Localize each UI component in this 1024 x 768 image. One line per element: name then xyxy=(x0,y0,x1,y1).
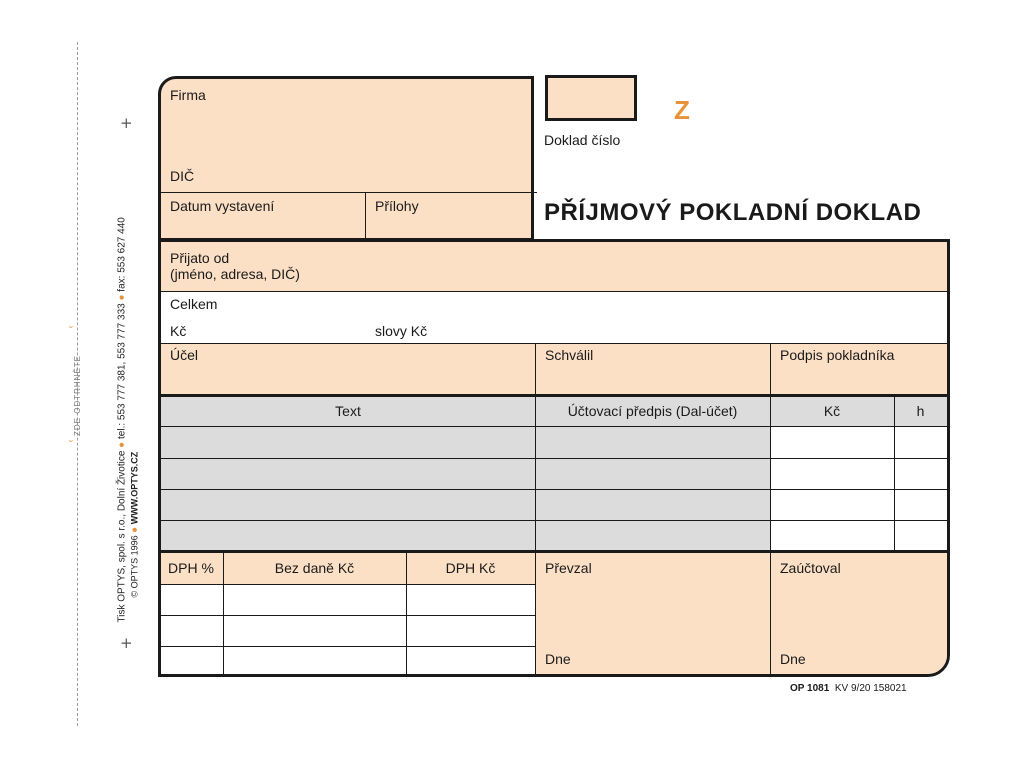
cut-guide-label: ZDE ODTRHNĚTE xyxy=(72,354,82,436)
dne-label: Dne xyxy=(780,651,806,667)
prilohy-label: Přílohy xyxy=(375,198,419,214)
main-form xyxy=(158,239,950,677)
firma-label: Firma xyxy=(170,87,206,103)
col-header-h: h xyxy=(916,403,925,419)
vat-col-dph-kc: DPH Kč xyxy=(445,560,496,576)
kc-label: Kč xyxy=(170,323,187,339)
dne-label: Dne xyxy=(545,651,571,667)
doc-number-label: Doklad číslo xyxy=(544,132,621,148)
company-block xyxy=(158,76,534,241)
printer-info: Tisk OPTYS, spol. s r.o., Dolní Životice ● tel.: 553 777 381, 553 777 333 ● fax: 553 627 440 xyxy=(116,217,128,623)
datum-label: Datum vystavení xyxy=(170,198,275,214)
arrow-icon: › xyxy=(66,439,77,443)
series-letter: Z xyxy=(674,95,690,125)
col-header-predpis: Účtovací předpis (Dal-účet) xyxy=(567,403,738,419)
dic-label: DIČ xyxy=(170,168,195,184)
vat-col-dph-pct: DPH % xyxy=(168,560,214,576)
prijato-sublabel: (jméno, adresa, DIČ) xyxy=(170,266,300,282)
prevzal-label: Převzal xyxy=(545,560,592,576)
document-title: PŘÍJMOVÝ POKLADNÍ DOKLAD xyxy=(544,199,922,226)
vat-col-bez-dane: Bez daně Kč xyxy=(274,560,355,576)
col-header-text: Text xyxy=(335,403,361,419)
registration-mark: + xyxy=(120,114,133,132)
col-header-kc: Kč xyxy=(823,403,841,419)
prijato-label: Přijato od xyxy=(170,250,230,266)
schvalil-label: Schválil xyxy=(545,347,594,363)
slovy-label: slovy Kč xyxy=(375,323,428,339)
celkem-label: Celkem xyxy=(170,296,218,312)
arrow-icon: › xyxy=(66,325,77,329)
zauctoval-label: Zaúčtoval xyxy=(780,560,841,576)
form-code: OP 1081 KV 9/20 158021 xyxy=(790,683,907,694)
printer-copyright: © OPTYS 1996 ● WWW.OPTYS.CZ xyxy=(129,451,141,598)
registration-mark: + xyxy=(120,634,133,652)
ucel-label: Účel xyxy=(170,347,199,363)
podpis-label: Podpis pokladníka xyxy=(780,347,895,363)
doc-number-field[interactable] xyxy=(545,75,637,121)
